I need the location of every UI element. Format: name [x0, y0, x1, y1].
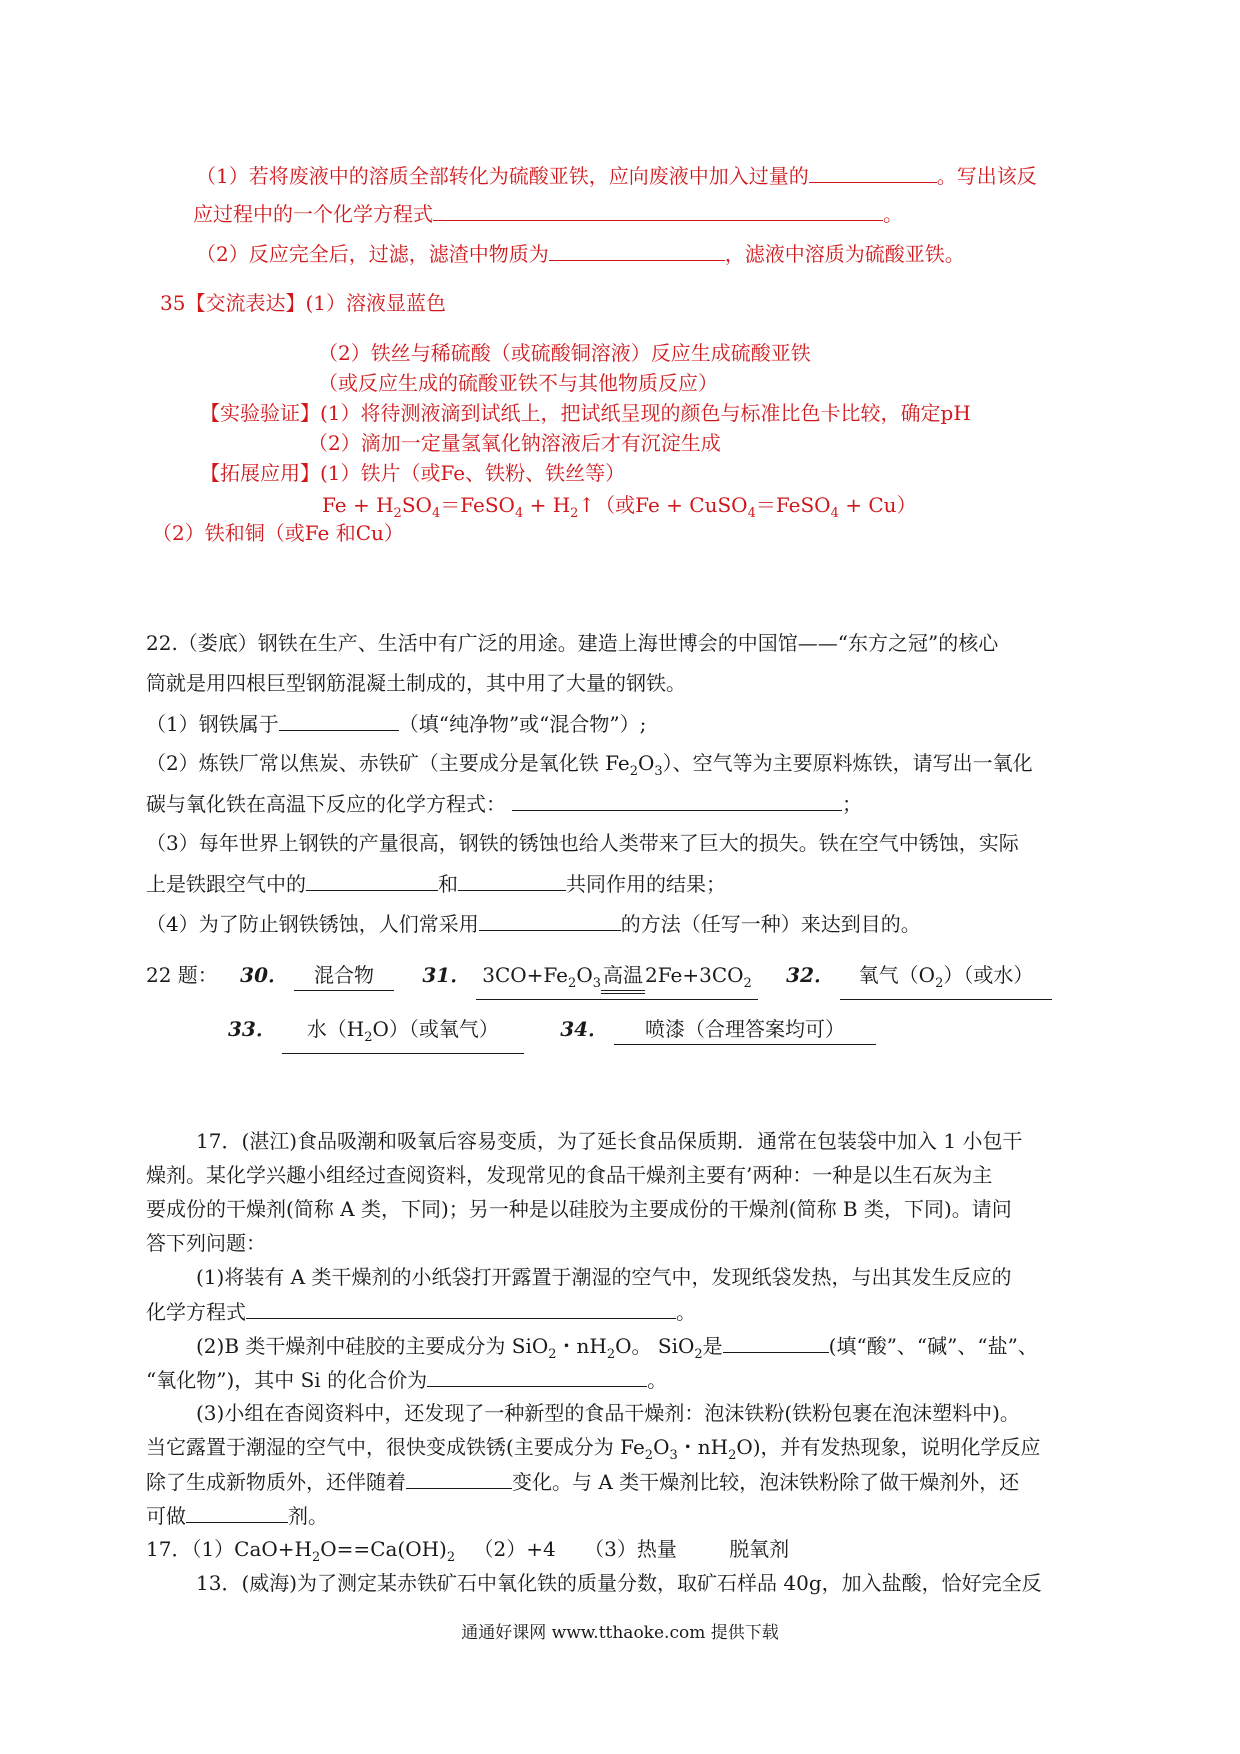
answer-17-line: 17．$(1)CaO+H_2O==Ca(OH)_2$ （2）+4 （3）热量 脱氧剂 [146, 1537, 790, 1565]
answer-31: $3CO+Fe_2O_3$ 高温 $2Fe+3CO_2$ [476, 960, 758, 1000]
answer-35-line: 35【交流表达】(1）溶液显蓝色 [160, 291, 446, 315]
question-17-line: (1)将装有 A 类干燥剂的小纸袋打开露置于潮湿的空气中，发现纸袋发热，与出其发生反应的 [196, 1265, 1012, 1289]
question-13-line: 13．(威海)为了测定某赤铁矿石中氧化铁的质量分数，取矿石样品 40g，加入盐酸，恰好完全反 [196, 1571, 1042, 1595]
blank [186, 1500, 288, 1523]
answer-34: 喷漆（合理答案均可） [614, 1014, 876, 1045]
text-line: （2）反应完全后，过滤，滤渣中物质为 ，滤液中溶质为硫酸亚铁。 [196, 238, 965, 269]
blank [433, 198, 883, 221]
question-22-line: 筒就是用四根巨型钢筋混凝土制成的，其中用了大量的钢铁。 [146, 671, 686, 695]
question-17-line: 17．(湛江)食品吸潮和吸氧后容易变质，为了延长食品保质期．通常在包装袋中加入 1 小包干 [196, 1129, 1023, 1153]
question-22-line: （2）炼铁厂常以焦炭、赤铁矿（主要成分是氧化铁 $Fe_2O_3$）、空气等为主要原料炼铁，请写出一氧化 [146, 751, 1033, 779]
blank [512, 788, 842, 811]
answer-35-line: 【拓展应用】(1）铁片（或Fe、铁粉、铁丝等） [200, 461, 626, 485]
question-17-line: 答下列问题： [146, 1231, 266, 1255]
text-line: （1）若将废液中的溶质全部转化为硫酸亚铁，应向废液中加入过量的 。写出该反 [196, 160, 1037, 191]
question-17-line: (3)小组在杳阅资料中，还发现了一种新型的食品干燥剂：泡沫铁粉(铁粉包裹在泡沫塑料中)。 [196, 1401, 1020, 1425]
blank [479, 908, 621, 931]
question-22-line: （3）每年世界上钢铁的产量很高，钢铁的锈蚀也给人类带来了巨大的损失。铁在空气中锈蚀，实际 [146, 831, 1019, 855]
question-17-line: 当它露置于潮湿的空气中，很快变成铁锈(主要成分为 $Fe_2O_3$・$nH_2O$)，并有发热现象，说明化学反应 [146, 1435, 1041, 1463]
question-17-line: 燥剂。某化学兴趣小组经过查阅资料，发现常见的食品干燥剂主要有’两种：一种是以生石灰为主 [146, 1163, 993, 1187]
answer-22-line: 33． 水$(H_2O)$（或氧气） 34． 喷漆（合理答案均可） [228, 1014, 876, 1054]
page-footer: 通通好课网 www.tthaoke.com 提供下载 [461, 1623, 779, 1643]
answer-35-line: （2）铁丝与稀硫酸（或硫酸铜溶液）反应生成硫酸亚铁 [318, 341, 811, 365]
blank [246, 1296, 676, 1319]
blank [427, 1364, 647, 1387]
blank [279, 708, 399, 731]
answer-35-equation: $Fe + H_2SO_4=FeSO_4$ + $H_2↑$（或Fe + CuSO$_4$＝FeSO$_4$ + Cu） [322, 493, 917, 521]
question-17-line: 化学方程式 。 [146, 1296, 696, 1327]
blank [306, 868, 438, 891]
answer-35-line: 【实验验证】(1）将待测液滴到试纸上，把试纸呈现的颜色与标准比色卡比较，确定pH [200, 401, 971, 425]
answer-22-line: 22 题： 30． 混合物 31． $3CO+Fe_2O_3$ 高温 $2Fe+3CO_2$ 32． 氧气$(O_2)$（或水） [146, 960, 1052, 1000]
question-17-line: (2)B 类干燥剂中硅胶的主要成分为 SiO$_2$・$nH_2O$。 SiO$_2$是 (填“酸”、“碱”、“盐”、 [196, 1330, 1038, 1370]
blank [406, 1466, 512, 1489]
answer-35-line: （或反应生成的硫酸亚铁不与其他物质反应） [318, 371, 718, 395]
answer-35-line: （2）滴加一定量氢氧化钠溶液后才有沉淀生成 [308, 431, 721, 455]
answer-30: 混合物 [294, 960, 394, 991]
question-22-line: 22.（娄底）钢铁在生产、生活中有广泛的用途。建造上海世博会的中国馆——“东方之冠”的核心 [146, 631, 999, 655]
question-17-line: 可做 剂。 [146, 1500, 328, 1531]
blank [809, 160, 937, 183]
question-22-line: （1）钢铁属于 （填“纯净物”或“混合物”）; [146, 708, 646, 739]
question-22-line: 上是铁跟空气中的 和 共同作用的结果； [146, 868, 726, 899]
blank [723, 1330, 829, 1353]
answer-33: 水$(H_2O)$（或氧气） [282, 1014, 524, 1054]
question-22-line: 碳与氧化铁在高温下反应的化学方程式： ； [146, 788, 862, 819]
high-temperature-condition: 高温 [601, 960, 645, 994]
blank [549, 238, 725, 261]
text-line: 应过程中的一个化学方程式 。 [193, 198, 903, 229]
question-17-line: 要成份的干燥剂(简称 A 类，下同)；另一种是以硅胶为主要成份的干燥剂(简称 B 类，下同)。请问 [146, 1197, 1012, 1221]
question-22-line: （4）为了防止钢铁锈蚀，人们常采用 的方法（任写一种）来达到目的。 [146, 908, 921, 939]
question-17-line: 除了生成新物质外，还伴随着 变化。与 A 类干燥剂比较，泡沫铁粉除了做干燥剂外，还 [146, 1466, 1019, 1497]
question-17-line: “氧化物”)，其中 Si 的化合价为 。 [146, 1364, 667, 1395]
answer-35-line: （2）铁和铜（或Fe 和Cu） [152, 521, 404, 545]
answer-32: 氧气$(O_2)$（或水） [840, 960, 1052, 1000]
blank [458, 868, 566, 891]
